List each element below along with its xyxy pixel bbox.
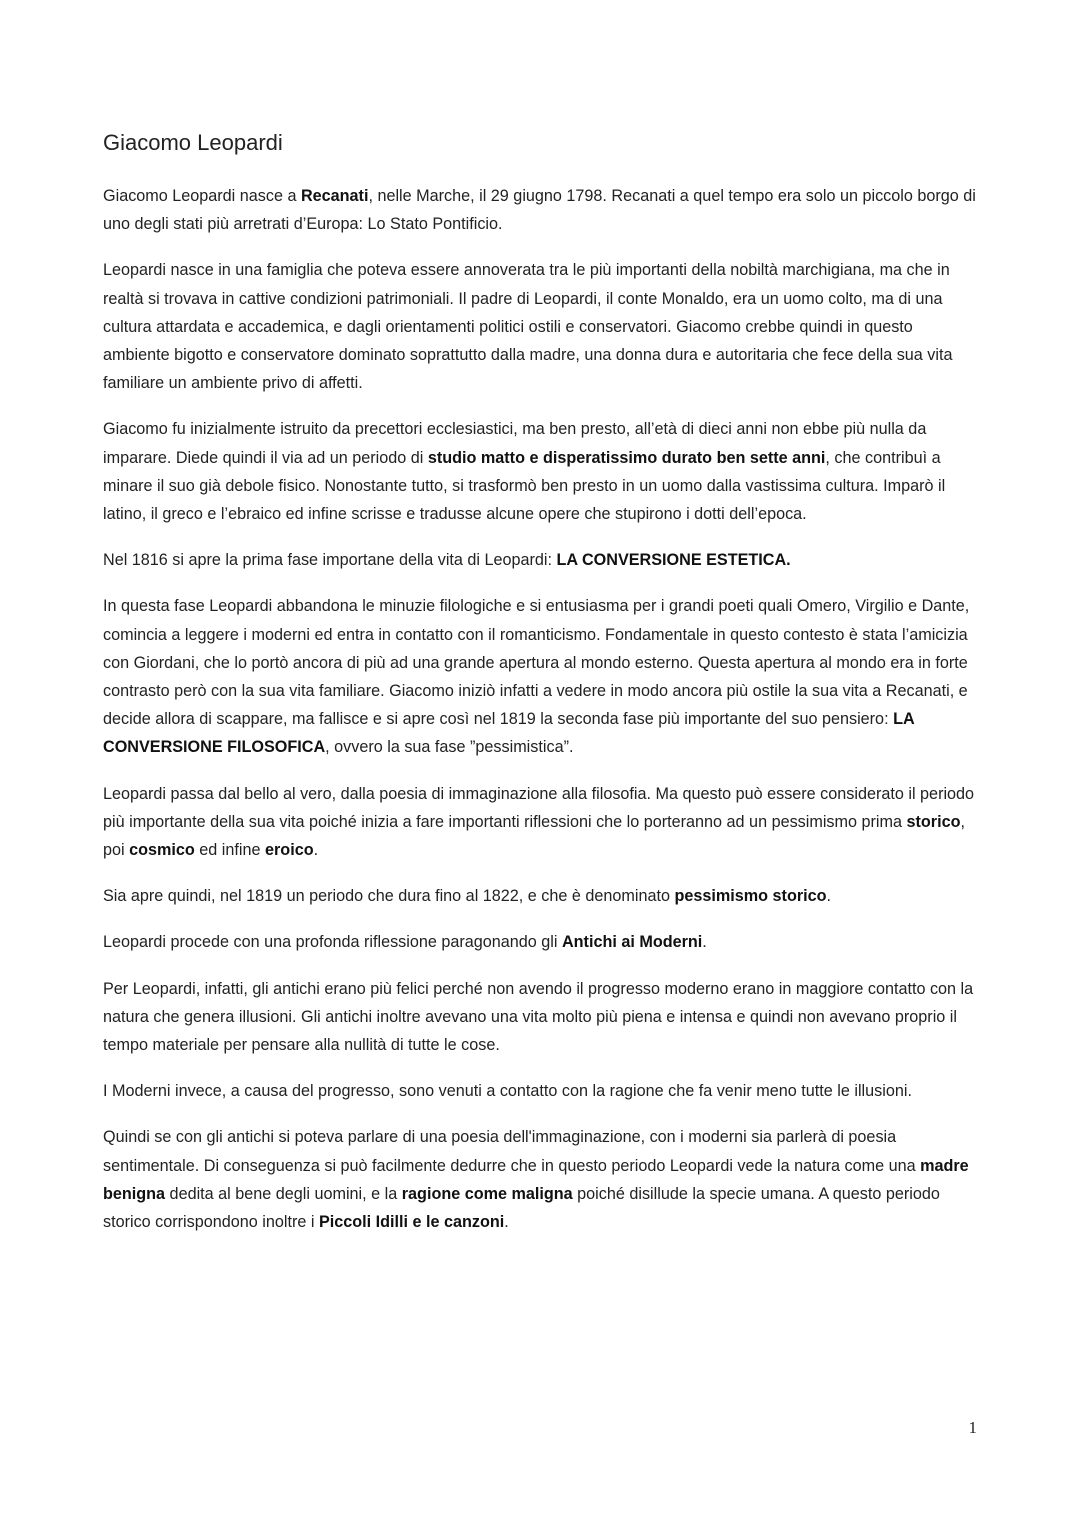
- bold-text-run: LA CONVERSIONE ESTETICA.: [556, 551, 791, 570]
- text-run: .: [504, 1213, 509, 1232]
- bold-text-run: madre benigna: [103, 1156, 969, 1203]
- text-run: Quindi se con gli antichi si poteva parlare di una poesia dell'immaginazione, con i moderni sia parlerà di poesia sentimentale. Di conseguenza si può facilmente dedurre che in questo periodo Leopardi vede la natura come una: [103, 1128, 921, 1175]
- text-run: ed infine: [194, 841, 265, 860]
- bold-text-run: Recanati: [300, 187, 369, 205]
- text-run: Giacomo fu inizialmente istruito da precettori ecclesiastici, ma ben presto, all’età di dieci anni non ebbe più nulla da imparare. Diede quindi il via ad un periodo di: [103, 420, 927, 467]
- paragraph: [103, 415, 983, 528]
- paragraph: [103, 780, 983, 865]
- text-run: In questa fase Leopardi abbandona le minuzie filologiche e si entusiasma per i grandi poeti quali Omero, Virgilio e Dante, comincia a leggere i moderni ed entra in contatto con il romanticismo. Fondamentale in questo contesto è stata l’amicizia con Giordani, che lo portò ancora di più ad una grande apertura al mondo esterno. Questa apertura al mondo era in forte contrasto però con la sua vita familiare. Giacomo iniziò infatti a vedere in modo ancora più ostile la sua vita a Recanati, e decide allora di scappare, ma fallisce e si apre così nel 1819 la seconda fase più importante del suo pensiero:: [103, 597, 970, 729]
- bold-text-run: Antichi ai Moderni: [561, 933, 703, 952]
- document-title: Giacomo Leopardi: [103, 130, 283, 155]
- paragraph: [103, 546, 983, 574]
- text-run: poiché disillude la specie umana. A questo periodo storico corrispondono inoltre i: [103, 1184, 940, 1232]
- text-run: Leopardi procede con una profonda riflessione paragonando gli: [103, 933, 562, 952]
- text-run: Sia apre quindi, nel 1819 un periodo che dura fino al 1822, e che è denominato: [103, 887, 675, 906]
- paragraph: [103, 1123, 983, 1236]
- bold-text-run: Piccoli Idilli e le canzoni: [318, 1213, 505, 1232]
- text-run: , poi: [103, 812, 965, 860]
- text-run: Giacomo Leopardi nasce a: [103, 187, 301, 205]
- paragraph: [103, 928, 983, 956]
- paragraph: [103, 975, 983, 1060]
- paragraph: [103, 1077, 983, 1105]
- text-run: Nel 1816 si apre la prima fase importane della vita di Leopardi:: [103, 551, 557, 570]
- bold-text-run: studio matto e disperatissimo durato ben sette anni: [427, 448, 826, 467]
- text-run: .: [702, 933, 707, 952]
- bold-text-run: storico: [906, 812, 961, 831]
- paragraph: [103, 182, 983, 238]
- text-run: I Moderni invece, a causa del progresso, sono venuti a contatto con la ragione che fa venir meno tutte le illusioni.: [103, 1082, 912, 1101]
- paragraph: [103, 256, 983, 397]
- bold-text-run: eroico: [265, 841, 314, 860]
- bold-text-run: cosmico: [129, 841, 195, 860]
- text-run: .: [313, 841, 319, 860]
- text-run: dedita al bene degli uomini, e la: [165, 1184, 402, 1203]
- page-number: 1: [968, 1418, 977, 1437]
- text-run: Per Leopardi, infatti, gli antichi erano più felici perché non avendo il progresso moderno erano in maggiore contatto con la natura che genera illusioni. Gli antichi inoltre avevano una vita molto più piena e intensa e quindi non avevano proprio il tempo materiale per pensare alla nullità di tutte le cose.: [103, 979, 974, 1055]
- paragraph: [103, 882, 983, 910]
- bold-text-run: LA CONVERSIONE FILOSOFICA: [103, 710, 915, 757]
- text-run: Leopardi passa dal bello al vero, dalla poesia di immaginazione alla filosofia. Ma questo può essere considerato il periodo più importante della sua vita poiché inizia a fare importanti riflessioni che lo porteranno ad un pessimismo prima: [103, 784, 975, 831]
- text-run: , che contribuì a minare il suo già debole fisico. Nonostante tutto, si trasformò ben presto in un uomo dalla vastissima cultura. Imparò il latino, il greco e l’ebraico ed infine scrisse e tradusse alcune opere che stupirono i dotti dell’epoca.: [103, 448, 946, 524]
- bold-text-run: pessimismo storico: [674, 887, 827, 906]
- text-run: Leopardi nasce in una famiglia che poteva essere annoverata tra le più importanti della nobiltà marchigiana, ma che in realtà si trovava in cattive condizioni patrimoniali. Il padre di Leopardi, il conte Monaldo, era un uomo colto, ma di una cultura attardata e accademica, e dagli orientamenti politici ostili e conservatori. Giacomo crebbe quindi in questo ambiente bigotto e conservatore dominato soprattutto dalla madre, una donna dura e autoritaria che fece della sua vita familiare un ambiente privo di affetti.: [103, 261, 953, 393]
- paragraph: [103, 592, 983, 761]
- text-run: , ovvero la sua fase ”pessimistica”.: [325, 738, 574, 757]
- bold-text-run: ragione come maligna: [401, 1184, 573, 1203]
- text-run: .: [826, 887, 832, 906]
- text-run: , nelle Marche, il 29 giugno 1798. Recanati a quel tempo era solo un piccolo borgo di uno degli stati più arretrati d’Europa: Lo Stato Pontificio.: [103, 187, 976, 234]
- document-body: [103, 182, 983, 1254]
